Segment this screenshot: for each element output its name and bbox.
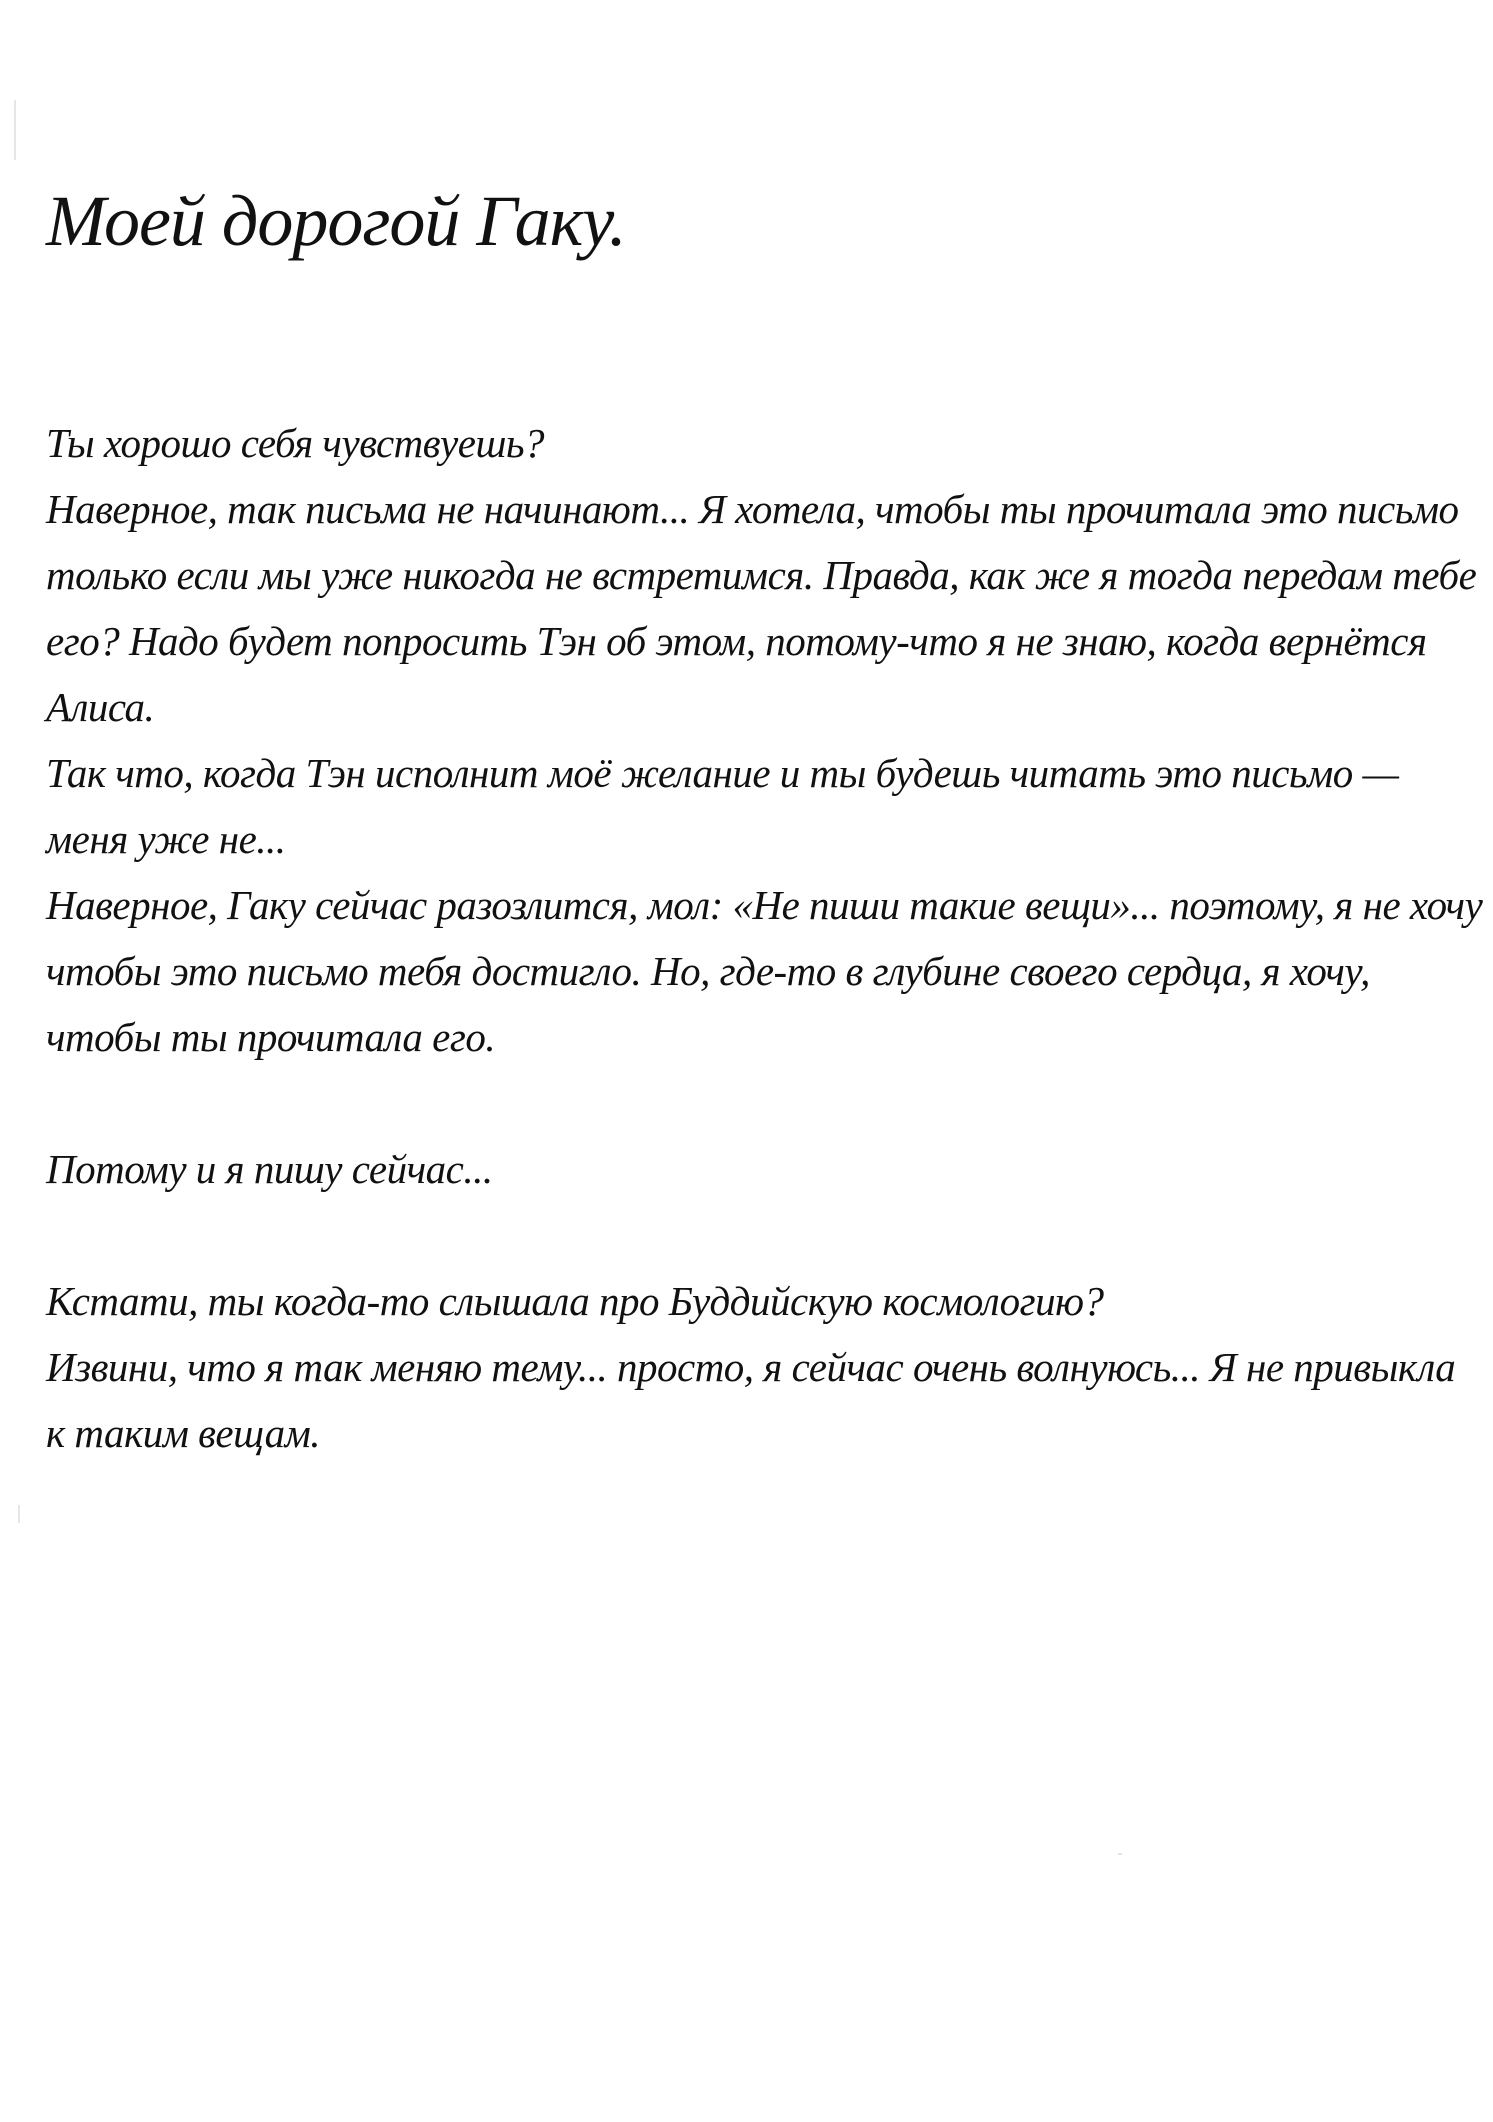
letter-line: меня уже не...: [46, 816, 286, 862]
letter-line: Наверное, Гаку сейчас разозлится, мол: «Не пиши такие вещи»... поэтому, я не хочу: [46, 882, 1483, 928]
paragraph-gap: [46, 1202, 1466, 1268]
letter-line: Наверное, так письма не начинают... Я хотела, чтобы ты прочитала это письмо: [46, 486, 1459, 532]
letter-line: чтобы ты прочитала его.: [46, 1014, 496, 1060]
letter-line: Ты хорошо себя чувствуешь?: [46, 420, 545, 466]
letter-line: Кстати, ты когда-то слышала про Буддийскую космологию?: [46, 1278, 1104, 1324]
scan-mark-left-lower: [18, 1505, 20, 1523]
letter-line: к таким вещам.: [46, 1410, 321, 1456]
letter-title: Моей дорогой Гаку.: [46, 181, 626, 261]
letter-line: Так что, когда Тэн исполнит моё желание и ты будешь читать это письмо —: [46, 750, 1399, 796]
letter-line: чтобы это письмо тебя достигло. Но, где-то в глубине своего сердца, я хочу,: [46, 948, 1370, 994]
letter-line: Потому и я пишу сейчас...: [46, 1146, 493, 1192]
letter-line: только если мы уже никогда не встретимся. Правда, как же я тогда передам тебе: [46, 552, 1477, 598]
scan-mark-left: [14, 100, 16, 160]
letter-line: Извини, что я так меняю тему... просто, я сейчас очень волнуюсь... Я не привыкла: [46, 1344, 1456, 1390]
letter-body: [46, 410, 1483, 1466]
paragraph-gap: [46, 1070, 1466, 1136]
letter-line: его? Надо будет попросить Тэн об этом, потому-что я не знаю, когда вернётся: [46, 618, 1427, 664]
letter-line: Алиса.: [46, 684, 155, 730]
scan-mark-right: [1118, 1853, 1122, 1855]
